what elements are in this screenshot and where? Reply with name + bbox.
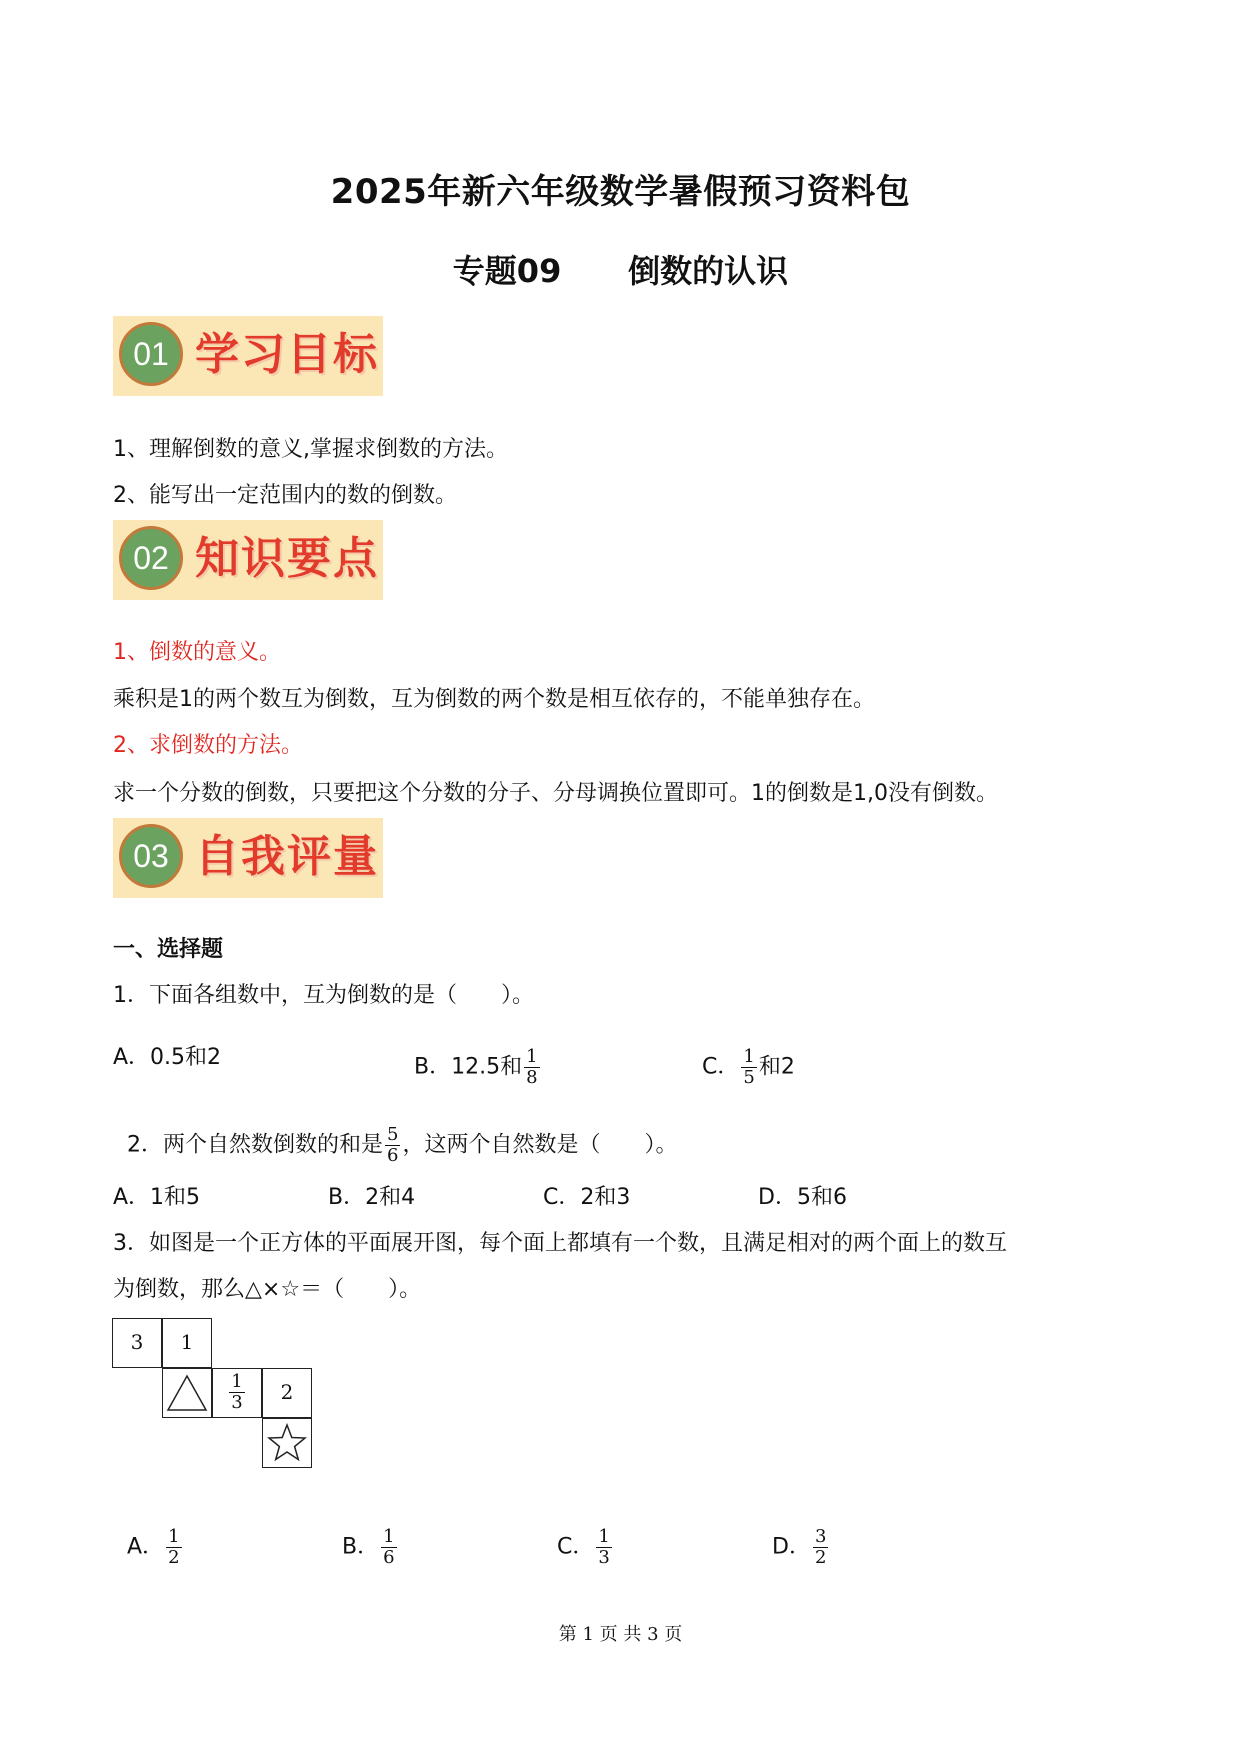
section-badge-knowledge <box>113 520 383 600</box>
question-3-option-a <box>113 1502 184 1568</box>
cube-net-figure <box>112 1318 322 1473</box>
knowledge-paragraph: 乘积是1的两个数互为倒数，互为倒数的两个数是相互依存的，不能单独存在。 <box>113 687 875 712</box>
section-label: 学习目标 <box>195 329 379 380</box>
net-cell-3: 3 <box>112 1318 162 1368</box>
question-1-option-a: A．0.5和2 <box>113 1045 222 1070</box>
knowledge-paragraph: 求一个分数的倒数，只要把这个分数的分子、分母调换位置即可。1的倒数是1,0没有倒数。 <box>113 781 998 806</box>
question-2-option-a: A．1和5 <box>113 1185 201 1210</box>
question-3-option-c <box>543 1502 614 1568</box>
star-icon <box>264 1420 310 1466</box>
fraction: $\frac{1}{5}$ <box>743 1046 755 1088</box>
fraction: $\frac{3}{2}$ <box>814 1526 827 1568</box>
fraction: $\frac{1}{3}$ <box>598 1526 610 1568</box>
goal-item: 2、能写出一定范围内的数的倒数。 <box>113 483 457 508</box>
knowledge-heading: 1、倒数的意义。 <box>113 640 281 665</box>
fraction: $\frac{5}{6}$ <box>387 1124 399 1166</box>
question-2-option-c: C．2和3 <box>543 1185 631 1210</box>
question-3-option-d <box>758 1502 830 1568</box>
fraction: $\frac{1}{2}$ <box>168 1526 180 1568</box>
option-text: D． <box>772 1534 811 1560</box>
net-cell-fraction <box>212 1368 262 1418</box>
section-label: 知识要点 <box>195 533 379 584</box>
option-text: 和2 <box>758 1054 795 1080</box>
option-text: B．12.5和 <box>414 1054 523 1080</box>
question-3-stem-line2: 为倒数，那么△×☆＝（ ）。 <box>113 1277 422 1302</box>
section-number: 02 <box>119 526 183 590</box>
section-label: 自我评量 <box>195 831 379 882</box>
option-text: C． <box>557 1534 595 1560</box>
option-text: A． <box>127 1534 165 1560</box>
section-badge-assessment <box>113 818 383 898</box>
question-3-option-b <box>328 1502 399 1568</box>
net-cell-triangle <box>162 1368 212 1418</box>
question-2-option-d: D．5和6 <box>758 1185 847 1210</box>
net-cell-star <box>262 1418 312 1468</box>
question-1-stem: 1．下面各组数中，互为倒数的是（ ）。 <box>113 983 534 1008</box>
goal-item: 1、理解倒数的意义,掌握求倒数的方法。 <box>113 437 508 462</box>
stem-text: 2．两个自然数倒数的和是 <box>127 1132 383 1158</box>
question-2-stem <box>113 1100 677 1166</box>
document-subtitle: 专题09 倒数的认识 <box>452 252 789 290</box>
stem-text: ，这两个自然数是（ ）。 <box>402 1132 678 1158</box>
page-footer: 第 1 页 共 3 页 <box>558 1624 683 1645</box>
question-3-stem-line1: 3．如图是一个正方体的平面展开图，每个面上都填有一个数，且满足相对的两个面上的数互 <box>113 1231 1008 1256</box>
net-cell-1: 1 <box>162 1318 212 1368</box>
question-2-option-b: B．2和4 <box>328 1185 416 1210</box>
fraction: $\frac{1}{8}$ <box>526 1046 538 1088</box>
net-cell-2: 2 <box>262 1368 312 1418</box>
section-number: 03 <box>119 824 183 888</box>
question-1-option-b <box>400 1022 542 1088</box>
document-title: 2025年新六年级数学暑假预习资料包 <box>330 172 911 212</box>
question-1-option-c <box>688 1022 795 1088</box>
fraction: $\frac{1}{6}$ <box>383 1526 395 1568</box>
option-text: B． <box>342 1534 380 1560</box>
fraction: $\frac{1}{3}$ <box>231 1371 243 1413</box>
triangle-icon <box>164 1370 210 1416</box>
knowledge-heading: 2、求倒数的方法。 <box>113 733 303 758</box>
option-text: C． <box>702 1054 740 1080</box>
quiz-heading: 一、选择题 <box>113 937 224 962</box>
section-badge-goals <box>113 316 383 396</box>
section-number: 01 <box>119 322 183 386</box>
